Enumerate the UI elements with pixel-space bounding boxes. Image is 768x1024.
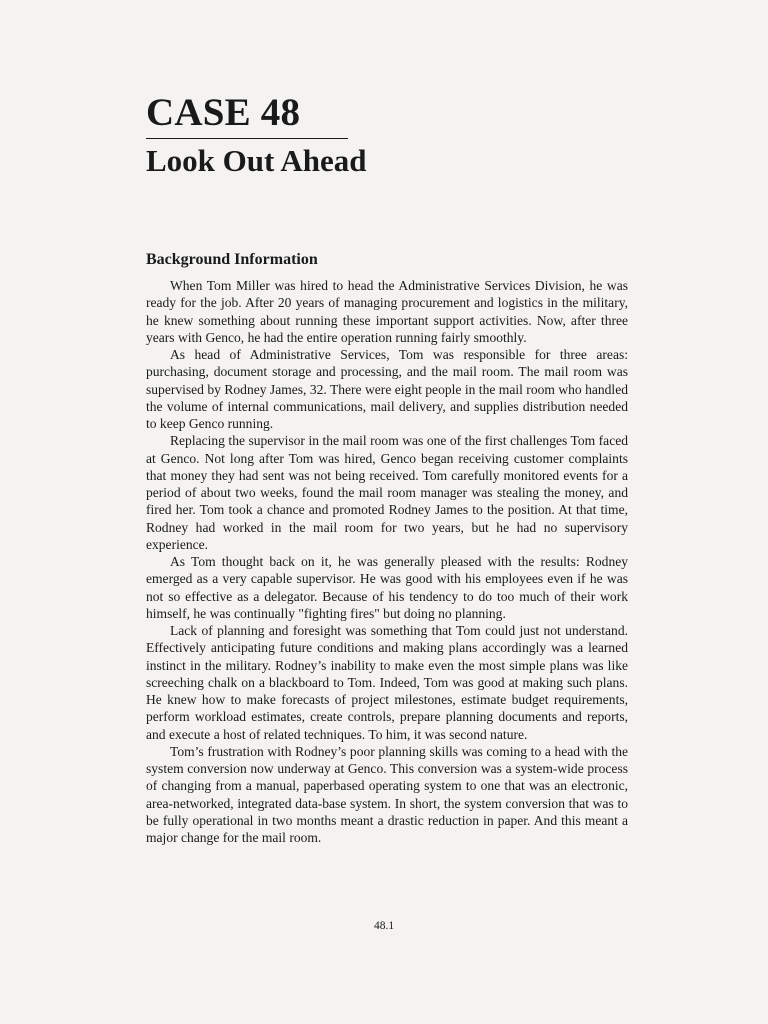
- paragraph: Replacing the supervisor in the mail room was one of the first challenges Tom faced at Genco. Not long after Tom was hired, Genco began receiving customer complaints that money they had sent was not being received. Tom carefully monitored events for a period of about two weeks, found the mail room manager was stealing the money, and fired her. Tom took a chance and promoted Rodney James to the position. At that time, Rodney had worked in the mail room for two years, but he had no supervisory experience.: [146, 433, 628, 552]
- paragraph: When Tom Miller was hired to head the Administrative Services Division, he was ready for the job. After 20 years of managing procurement and logistics in the military, he knew something about running these important support activities. Now, after three years with Genco, he had the entire operation running fairly smoothly.: [146, 278, 628, 345]
- section-heading: Background Information: [146, 251, 318, 268]
- case-number: CASE 48: [146, 91, 301, 134]
- paragraph: Tom’s frustration with Rodney’s poor planning skills was coming to a head with the system conversion now underway at Genco. This conversion was a system-wide process of changing from a manual, paperbased operating system to one that was an electronic, area-networked, integrated data-base system. In short, the system conversion that was to be fully operational in two months meant a drastic reduction in paper. And this meant a major change for the mail room.: [146, 743, 628, 845]
- paragraph: As Tom thought back on it, he was generally pleased with the results: Rodney emerged as a very capable supervisor. He was good with his employees even if he was not so effective as a delegator. Because of his tendency to do too much of their work himself, he was continually "fighting fires" but doing no planning.: [146, 554, 628, 621]
- title-divider: [146, 138, 348, 139]
- page-number: 48.1: [373, 920, 395, 932]
- body-text: [146, 277, 628, 846]
- case-title: Look Out Ahead: [146, 143, 367, 178]
- paragraph: Lack of planning and foresight was something that Tom could just not understand. Effectively anticipating future conditions and making plans accordingly was a learned instinct in the military. Rodney’s inability to make even the most simple plans was like screeching chalk on a blackboard to Tom. Indeed, Tom was good at making such plans. He knew how to make forecasts of project milestones, estimate budget requirements, perform workload estimates, create controls, prepare planning documents and reports, and execute a host of related techniques. To him, it was second nature.: [146, 623, 628, 742]
- paragraph: As head of Administrative Services, Tom was responsible for three areas: purchasing, document storage and processing, and the mail room. The mail room was supervised by Rodney James, 32. There were eight people in the mail room who handled the volume of internal communications, mail delivery, and supplies distribution needed to keep Genco running.: [146, 347, 628, 431]
